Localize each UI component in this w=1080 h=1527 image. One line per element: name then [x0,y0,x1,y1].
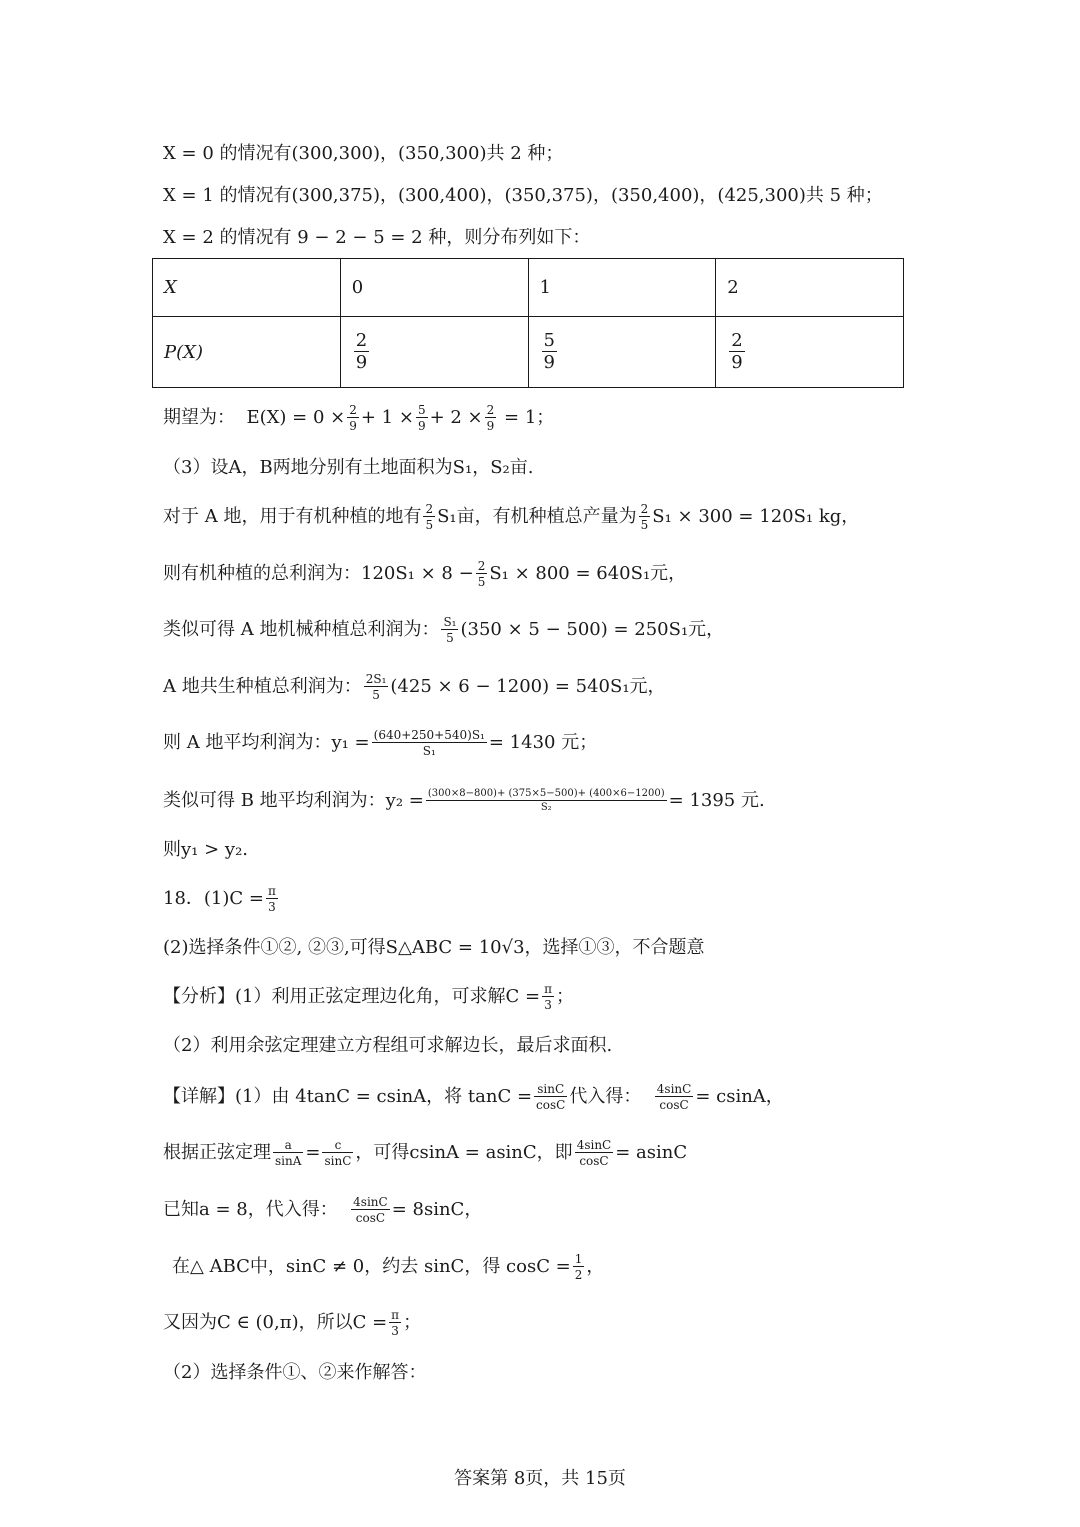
table-row [153,259,904,317]
part3-intro: （3）设A，B两地分别有土地面积为S₁，S₂亩. [163,457,534,478]
prob-den: 9 [355,352,368,373]
detail-law-of-sines: 根据正弦定理 $\frac{a}{\sin A}$ = $\frac{c}{\sin C}$ ，可得csinA = asinC，即 $\frac{4\sin C}{\cos C}$ = asinC [163,1138,688,1168]
table-cell [340,317,528,388]
prob-num: 2 [355,330,368,351]
table-cell: X [153,259,341,317]
detail-known: 已知a = 8，代入得： $\frac{4\sin C}{\cos C}$ = 8sinC， [163,1195,483,1225]
line-x2: X = 2 的情况有 9 − 2 − 5 = 2 种，则分布列如下： [163,227,591,248]
q18-answer-1: 18．(1)C = $\frac{\pi}{3}$ [163,884,276,914]
table-cell: 0 [340,259,528,317]
detail-range: 又因为C ∈ (0,π)，所以C = $\frac{\pi}{3}$ ； [163,1308,422,1338]
prob-num: 2 [731,330,743,351]
prob-den: 9 [731,352,743,373]
prob-num: 5 [543,330,555,351]
line-organic-area: 对于 A 地，用于有机种植的地有 $\frac{2}{5}$ S₁亩，有机种植总产量为 $\frac{2}{5}$ S₁ × 300 = 120S₁ kg， [163,502,860,532]
q18-answer-2: (2)选择条件①②, ②③,可得S△ABC = 10√3，选择①③，不合题意 [163,937,705,958]
table-cell: P(X) [153,317,341,388]
table-cell [716,317,904,388]
expectation-line: 期望为： E(X) = 0 × $\frac{2}{9}$ + 1 × $\frac{5}{9}$ + 2 × $\frac{2}{9}$ = 1； [163,403,555,433]
detail-triangle: 在△ ABC中，sinC ≠ 0，约去 sinC，得 cosC = $\frac{1}{2}$ ， [172,1252,605,1282]
line-symbiotic-profit: A 地共生种植总利润为： $\frac{\text{2S₁}}{5}$ (425 × 6 − 1200) = 540S₁元， [163,672,666,702]
condition-line: （2）选择条件①、②来作解答： [163,1362,427,1383]
detail-1: 【详解】(1）由 4tanC = csinA，将 tanC = $\frac{\sin C}{\cos C}$ 代入得： $\frac{4\sin C}{\cos C}$ = csinA， [163,1082,784,1112]
table-cell: 2 [716,259,904,317]
line-organic-profit: 则有机种植的总利润为：120S₁ × 8 − $\frac{2}{5}$ S₁ × 800 = 640S₁元， [163,559,687,589]
line-avg-a: 则 A 地平均利润为：y₁ = $\frac{\text{(640+250+540)S₁}}{\text{S₁}}$ = 1430 元； [163,728,598,758]
line-mechanical-profit: 类似可得 A 地机械种植总利润为： $\frac{\text{S₁}}{5}$ (350 × 5 − 500) = 250S₁元， [163,615,725,645]
line-x0: X = 0 的情况有(300,300)，(350,300)共 2 种； [163,143,564,164]
distribution-table [152,258,904,388]
line-compare: 则y₁ > y₂. [163,839,249,860]
table-row [153,317,904,388]
page-footer: 答案第 8页，共 15页 [454,1468,626,1489]
line-x1: X = 1 的情况有(300,375)，(300,400)，(350,375)，(350,400)，(425,300)共 5 种； [163,185,883,206]
line-avg-b: 类似可得 B 地平均利润为：y₂ = $\frac{(300\times 8-800)+ (375\times 5-500)+ (400\times 6-1200)}{\text{S₂}}$ = 1395 元. [163,788,765,813]
analysis-1: 【分析】(1）利用正弦定理边化角，可求解C = $\frac{\pi}{3}$ ； [163,982,574,1012]
table-cell: 1 [528,259,716,317]
analysis-2: （2）利用余弦定理建立方程组可求解边长，最后求面积. [163,1035,613,1056]
table-cell [528,317,716,388]
prob-den: 9 [543,352,555,373]
